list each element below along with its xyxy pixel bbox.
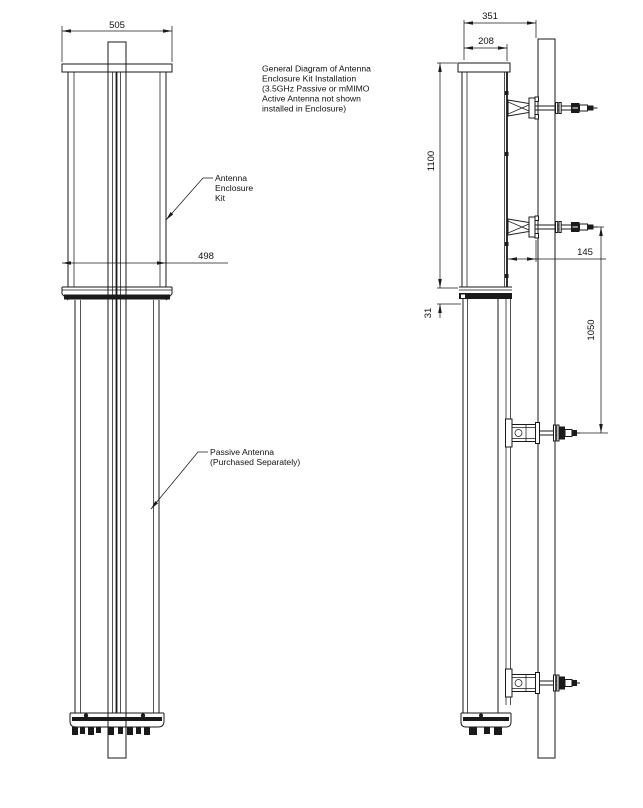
note-line-2: Enclosure Kit Installation [262, 73, 357, 84]
note-line-5: installed in Enclosure) [262, 103, 347, 114]
enclosure-bracket-lower [508, 216, 598, 238]
enclosure-top-cap [62, 64, 172, 72]
enclosure-side [458, 63, 512, 299]
antenna-center-seams [113, 72, 121, 713]
label-enclosure-kit [166, 173, 253, 220]
enclosure-kit-label-line3: Kit [215, 193, 226, 203]
note-line-3: (3.5GHz Passive or mMIMO [262, 83, 370, 94]
dimension-498 [62, 251, 228, 263]
mounting-pole-side [538, 39, 555, 758]
enclosure-bracket-upper [508, 97, 598, 119]
dimension-505 [62, 20, 172, 62]
note-block [262, 64, 371, 114]
dimension-1100 [426, 63, 458, 288]
passive-antenna-side [461, 299, 511, 735]
front-view [62, 20, 300, 758]
leader-line [166, 178, 213, 220]
dim-text-505: 505 [109, 20, 125, 31]
note-line-4: Active Antenna not shown [262, 93, 361, 104]
mounting-lug [141, 713, 145, 717]
passive-antenna-label-line1: Passive Antenna [210, 447, 275, 457]
label-passive-antenna [151, 447, 300, 509]
side-view [423, 11, 608, 758]
mounting-lug [84, 713, 88, 717]
note-line-1: General Diagram of Antenna [262, 63, 371, 74]
rf-connectors-side [469, 727, 502, 735]
antenna-bracket-lower [506, 669, 581, 697]
dim-text-1050: 1050 [586, 319, 597, 341]
dim-text-31: 31 [423, 307, 434, 319]
dimension-31 [423, 304, 461, 318]
dim-text-145: 145 [577, 247, 593, 258]
enclosure-kit-label-line2: Enclosure [215, 183, 254, 193]
leader-line [151, 452, 208, 509]
enclosure-bottom-cap-side [459, 287, 512, 299]
enclosure-kit-label-line1: Antenna [215, 173, 248, 183]
dim-text-351: 351 [482, 11, 498, 22]
dimension-208 [464, 36, 507, 61]
rf-connectors-front [72, 727, 150, 735]
mounting-lug [479, 714, 483, 718]
antenna-bottom-cap-side [461, 713, 511, 727]
antenna-bottom-cap [70, 713, 164, 727]
passive-antenna-label-line2: (Purchased Separately) [210, 457, 301, 467]
dim-text-498: 498 [198, 251, 214, 262]
dim-text-208: 208 [478, 36, 494, 47]
dimension-351 [464, 11, 536, 60]
antenna-bracket-upper [506, 419, 581, 447]
enclosure-top-cap-side [458, 63, 510, 72]
dimension-145 [508, 240, 606, 262]
dim-text-1100: 1100 [426, 150, 437, 172]
